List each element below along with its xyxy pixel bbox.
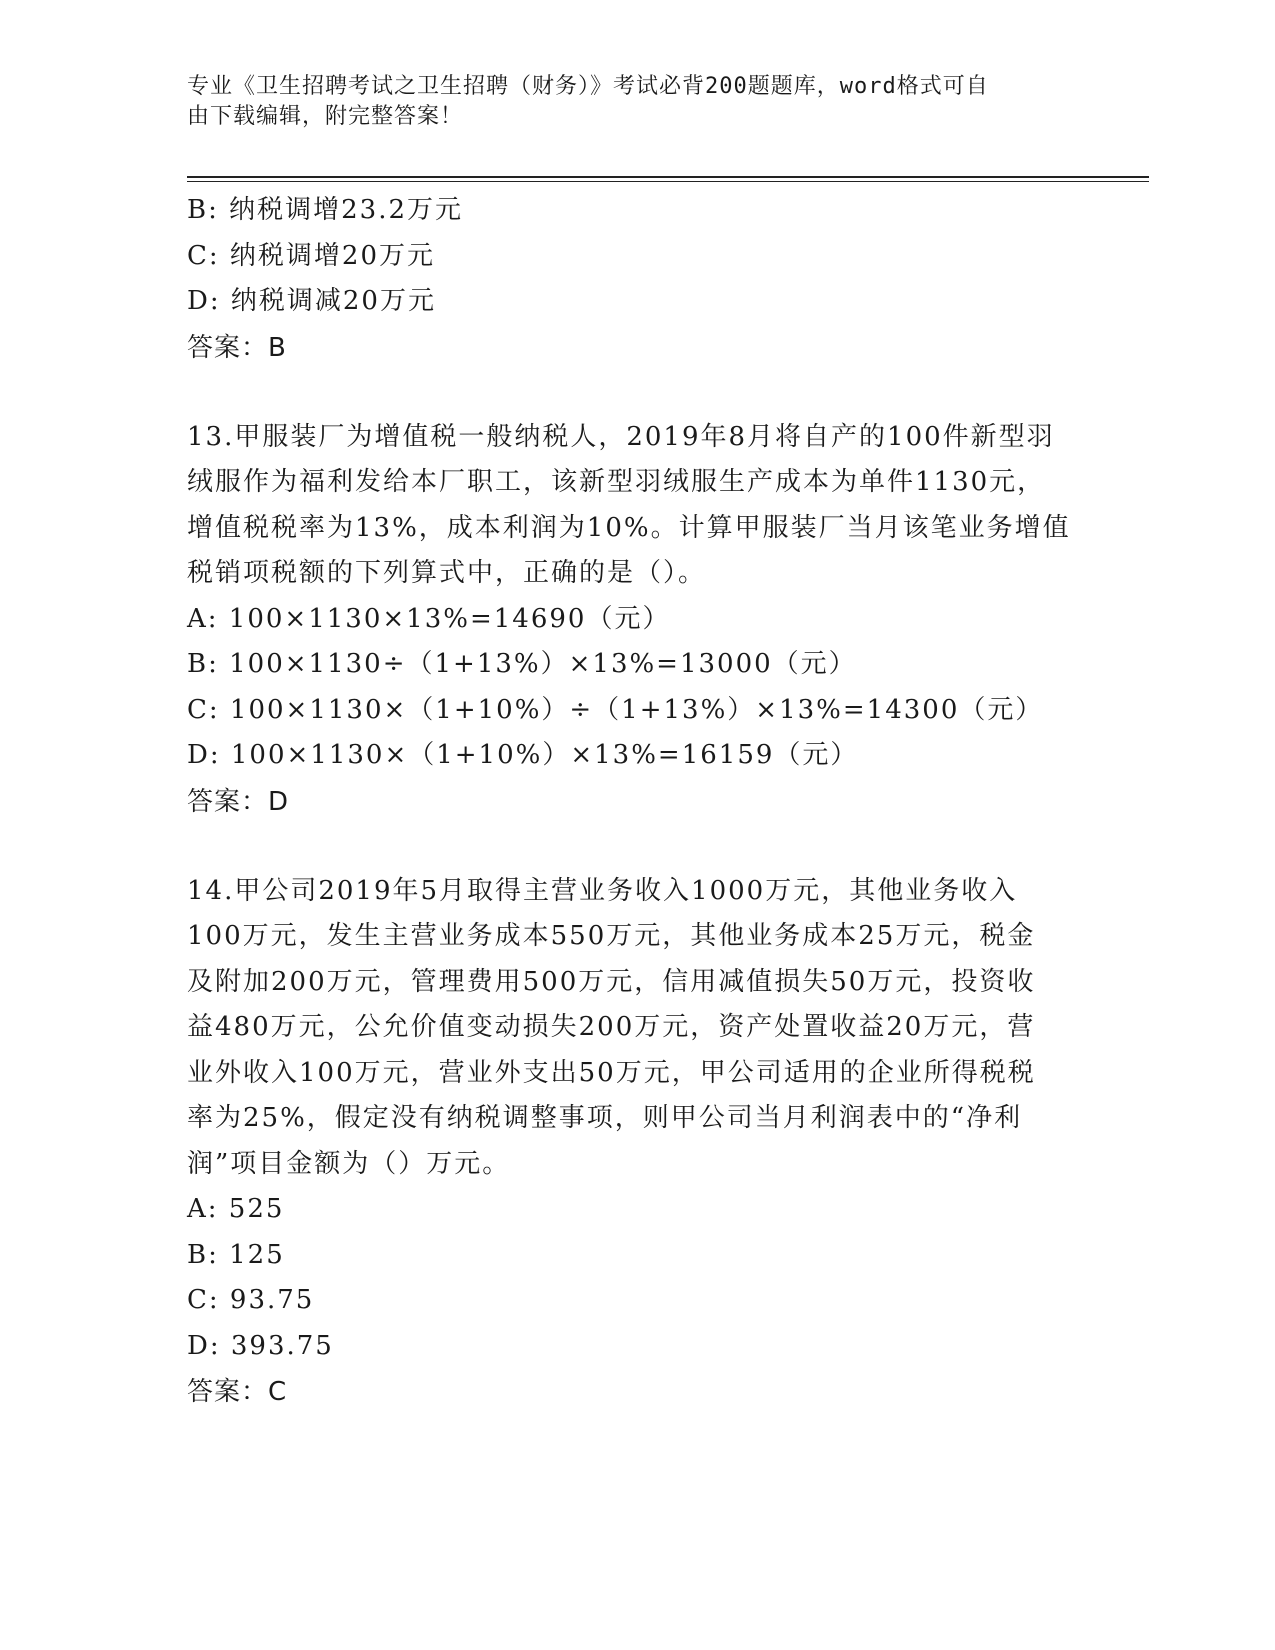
q13-stem-line: 税销项税额的下列算式中，正确的是（）。 — [187, 558, 707, 588]
q13-option-a: A: 100×1130×13%=14690（元） — [187, 603, 671, 634]
q14-option-d: D: 393.75 — [187, 1330, 334, 1361]
header-rule-thick — [187, 176, 1149, 178]
q13-stem-line: 13.甲服装厂为增值税一般纳税人，2019年8月将自产的100件新型羽 — [187, 421, 1055, 452]
page-header — [187, 72, 1067, 132]
q14-stem-line: 益480万元，公允价值变动损失200万元，资产处置收益20万元，营 — [187, 1012, 1036, 1042]
q12-option-c: C: 纳税调增20万元 — [187, 240, 436, 271]
q14-option-a: A: 525 — [187, 1194, 285, 1224]
q13-stem-line: 绒服作为福利发给本厂职工，该新型羽绒服生产成本为单件1130元， — [187, 467, 1046, 497]
question-14 — [187, 869, 1087, 1416]
q12-option-b: B: 纳税调增23.2万元 — [187, 195, 464, 225]
q14-option-b: B: 125 — [187, 1239, 285, 1270]
q14-answer: 答案：C — [187, 1377, 288, 1407]
header-rule-thin — [187, 181, 1149, 182]
q12-option-d: D: 纳税调减20万元 — [187, 286, 436, 316]
q14-stem-line: 及附加200万元，管理费用500万元，信用减值损失50万元，投资收 — [187, 966, 1036, 997]
q14-stem-line: 率为25%，假定没有纳税调整事项，则甲公司当月利润表中的“净利 — [187, 1103, 1023, 1133]
q13-option-c: C: 100×1130×（1+10%）÷（1+13%）×13%=14300（元） — [187, 694, 1044, 725]
q13-answer: 答案：D — [187, 786, 290, 817]
question-13 — [187, 415, 1087, 825]
q14-stem-line: 润”项目金额为（）万元。 — [187, 1148, 511, 1179]
q14-stem-line: 14.甲公司2019年5月取得主营业务收入1000万元，其他业务收入 — [187, 875, 1018, 906]
q14-option-c: C: 93.75 — [187, 1285, 315, 1315]
q12-answer: 答案：B — [187, 332, 287, 363]
q13-option-b: B: 100×1130÷（1+13%）×13%=13000（元） — [187, 649, 857, 679]
spacer — [187, 825, 1087, 869]
question-12-tail — [187, 188, 1087, 371]
header-line-1: 专业《卫生招聘考试之卫生招聘（财务）》考试必背200题题库，word格式可自 — [187, 74, 989, 99]
q14-stem-line: 业外收入100万元，营业外支出50万元，甲公司适用的企业所得税税 — [187, 1057, 1036, 1088]
q13-option-d: D: 100×1130×（1+10%）×13%=16159（元） — [187, 740, 859, 770]
q13-stem-line: 增值税税率为13%，成本利润为10%。计算甲服装厂当月该笔业务增值 — [187, 512, 1071, 543]
header-line-2: 由下载编辑，附完整答案！ — [187, 104, 464, 129]
spacer — [187, 371, 1087, 415]
document-body — [187, 188, 1087, 1415]
q14-stem-line: 100万元，发生主营业务成本550万元，其他业务成本25万元，税金 — [187, 921, 1036, 951]
